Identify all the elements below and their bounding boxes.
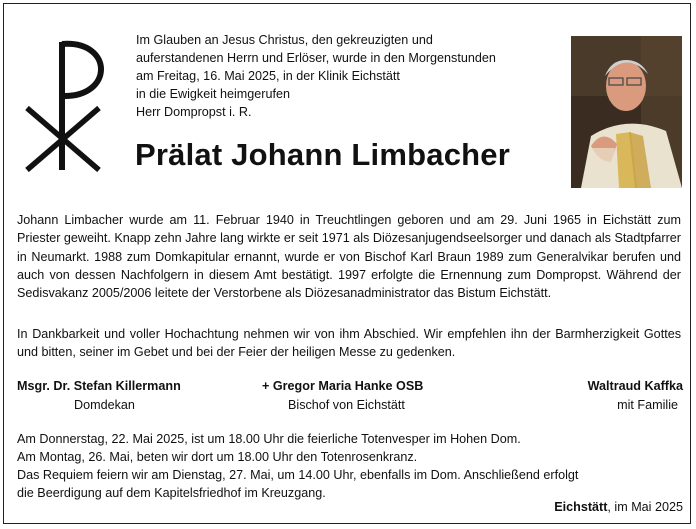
signatory-name: + Gregor Maria Hanke OSB [262, 379, 424, 393]
signatory-role: Domdekan [74, 398, 135, 412]
signatory-role: mit Familie [617, 398, 678, 412]
service-line: die Beerdigung auf dem Kapitelsfriedhof im Kreuzgang. [17, 486, 326, 500]
place-city: Eichstätt [554, 500, 608, 514]
signatory-role: Bischof von Eichstätt [288, 398, 405, 412]
thanks-text: In Dankbarkeit und voller Hochachtung nehmen wir von ihm Abschied. Wir empfehlen ihn der Barmherzigkeit Gottes und bitten, seiner im Gebet und bei der Feier der heiligen Messe zu gedenken. [17, 327, 681, 360]
service-schedule [17, 430, 578, 502]
intro-line: am Freitag, 16. Mai 2025, in der Klinik Eichstätt [136, 69, 400, 83]
portrait-photo [571, 36, 682, 188]
deceased-name: Prälat Johann Limbacher [135, 137, 510, 172]
signatory [262, 377, 492, 415]
signatory [17, 377, 217, 415]
service-line: Am Donnerstag, 22. Mai 2025, ist um 18.00 Uhr die feierliche Totenvesper im Hohen Dom. [17, 432, 521, 446]
service-line: Das Requiem feiern wir am Dienstag, 27. Mai, um 14.00 Uhr, ebenfalls im Dom. Anschließend erfolgt [17, 468, 579, 482]
intro-text [136, 31, 556, 121]
signatory-name: Msgr. Dr. Stefan Killermann [17, 379, 181, 393]
intro-line: in die Ewigkeit heimgerufen [136, 87, 291, 101]
intro-line: Im Glauben an Jesus Christus, den gekreuzigten und [136, 33, 433, 47]
intro-line: auferstandenen Herrn und Erlöser, wurde in den Morgenstunden [136, 51, 496, 65]
signatory [543, 377, 683, 415]
biography-text: Johann Limbacher wurde am 11. Februar 1940 in Treuchtlingen geboren und am 29. Juni 1965 in Eichstätt zum Priester geweiht. Knapp zehn Jahre lang wirkte er seit 1971 als Diözesanjugendseelsorger und danach als Stadtpfarrer in Neumarkt. 1988 zum Domkapitular ernannt, wurde er von Bischof Karl Braun 1989 zum Generalvikar berufen und auch von dessen Nachfolgern in diesem Amt bestätigt. 1997 erfolgte die Ernennung zum Dompropst. Während der Sedisvakanz 2005/2006 leitete der Verstorbene als Diözesanadministrator das Bistum Eichstätt. [17, 213, 681, 301]
service-line: Am Montag, 26. Mai, beten wir dort um 18.00 Uhr den Totenrosenkranz. [17, 450, 418, 464]
place-date [554, 498, 683, 516]
signatory-name: Waltraud Kaffka [587, 379, 683, 393]
chi-rho-icon [22, 36, 104, 172]
place-date-text: , im Mai 2025 [607, 500, 683, 514]
intro-line: Herr Dompropst i. R. [136, 105, 252, 119]
